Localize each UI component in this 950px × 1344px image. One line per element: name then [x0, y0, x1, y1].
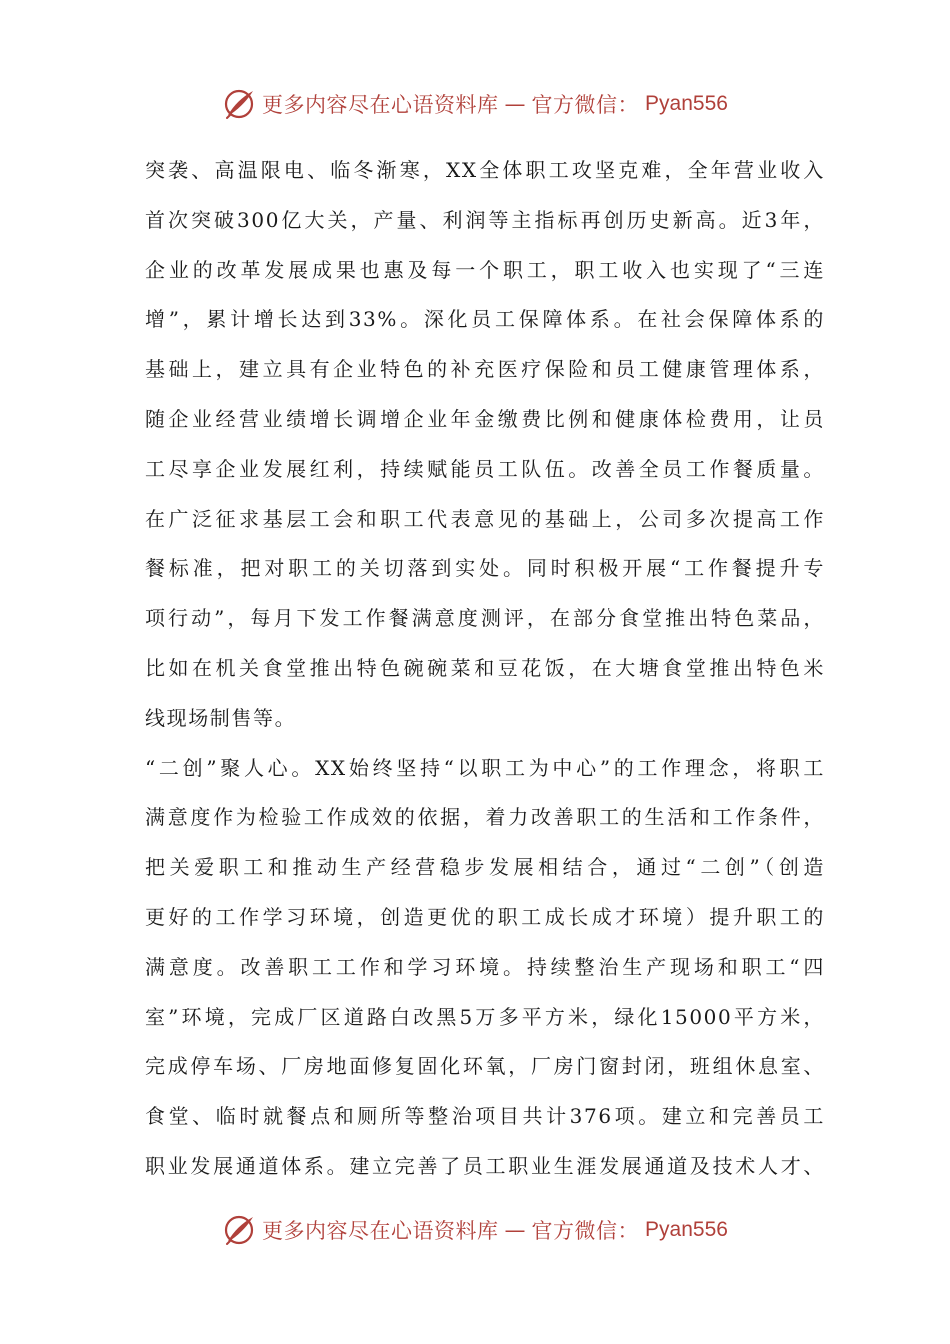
quill-logo-icon	[222, 1213, 256, 1247]
quill-logo-icon	[222, 87, 256, 121]
text-line: 食堂、临时就餐点和厕所等整治项目共计376项。建立和完善员工	[145, 1104, 825, 1129]
footer-banner-label: 官方微信：	[531, 1219, 640, 1243]
text-line: 把关爱职工和推动生产经营稳步发展相结合，通过“二创”（创造	[145, 855, 825, 880]
footer-banner-wechat-id: Pyan556	[645, 1218, 728, 1241]
text-line: 比如在机关食堂推出特色碗碗菜和豆花饭，在大塘食堂推出特色米	[145, 655, 825, 680]
header-banner-separator: —	[504, 92, 526, 116]
text-line: 室”环境，完成厂区道路白改黑5万多平方米，绿化15000平方米，	[145, 1004, 825, 1029]
text-line: 企业的改革发展成果也惠及每一个职工，职工收入也实现了“三连	[145, 257, 825, 282]
text-line: 工尽享企业发展红利，持续赋能员工队伍。改善全员工作餐质量。	[145, 456, 825, 481]
header-banner-wechat-id: Pyan556	[645, 92, 728, 115]
body-text	[145, 146, 825, 1192]
text-line: 增”，累计增长达到33%。深化员工保障体系。在社会保障体系的	[145, 307, 825, 332]
header-banner-label: 官方微信：	[531, 93, 640, 117]
text-line: 餐标准，把对职工的关切落到实处。同时积极开展“工作餐提升专	[145, 556, 825, 581]
text-line: 项行动”，每月下发工作餐满意度测评，在部分食堂推出特色菜品，	[145, 606, 825, 631]
text-line: 职业发展通道体系。建立完善了员工职业生涯发展通道及技术人才、	[145, 1153, 825, 1178]
header-banner-text: 更多内容尽在心语资料库	[262, 93, 499, 117]
text-line: 随企业经营业绩增长调增企业年金缴费比例和健康体检费用，让员	[145, 406, 825, 431]
text-line: 更好的工作学习环境，创造更优的职工成长成才环境）提升职工的	[145, 904, 825, 929]
text-line: 突袭、高温限电、临冬渐寒，XX全体职工攻坚克难，全年营业收入	[145, 158, 825, 182]
text-line: 首次突破300亿大关，产量、利润等主指标再创历史新高。近3年，	[145, 207, 825, 232]
footer-banner-separator: —	[504, 1218, 526, 1242]
header-banner	[0, 84, 950, 124]
text-line: 完成停车场、厂房地面修复固化环氧，厂房门窗封闭，班组休息室、	[145, 1054, 825, 1079]
text-line: 满意度作为检验工作成效的依据，着力改善职工的生活和工作条件，	[145, 805, 825, 830]
text-line: 在广泛征求基层工会和职工代表意见的基础上，公司多次提高工作	[145, 506, 825, 531]
footer-banner-text: 更多内容尽在心语资料库	[262, 1219, 499, 1243]
text-line: 满意度。改善职工工作和学习环境。持续整治生产现场和职工“四	[145, 954, 825, 979]
text-line: 基础上，建立具有企业特色的补充医疗保险和员工健康管理体系，	[145, 357, 825, 382]
text-line: “二创”聚人心。XX始终坚持“以职工为中心”的工作理念，将职工	[145, 755, 825, 780]
footer-banner	[0, 1210, 950, 1250]
text-line: 线现场制售等。	[145, 705, 297, 730]
